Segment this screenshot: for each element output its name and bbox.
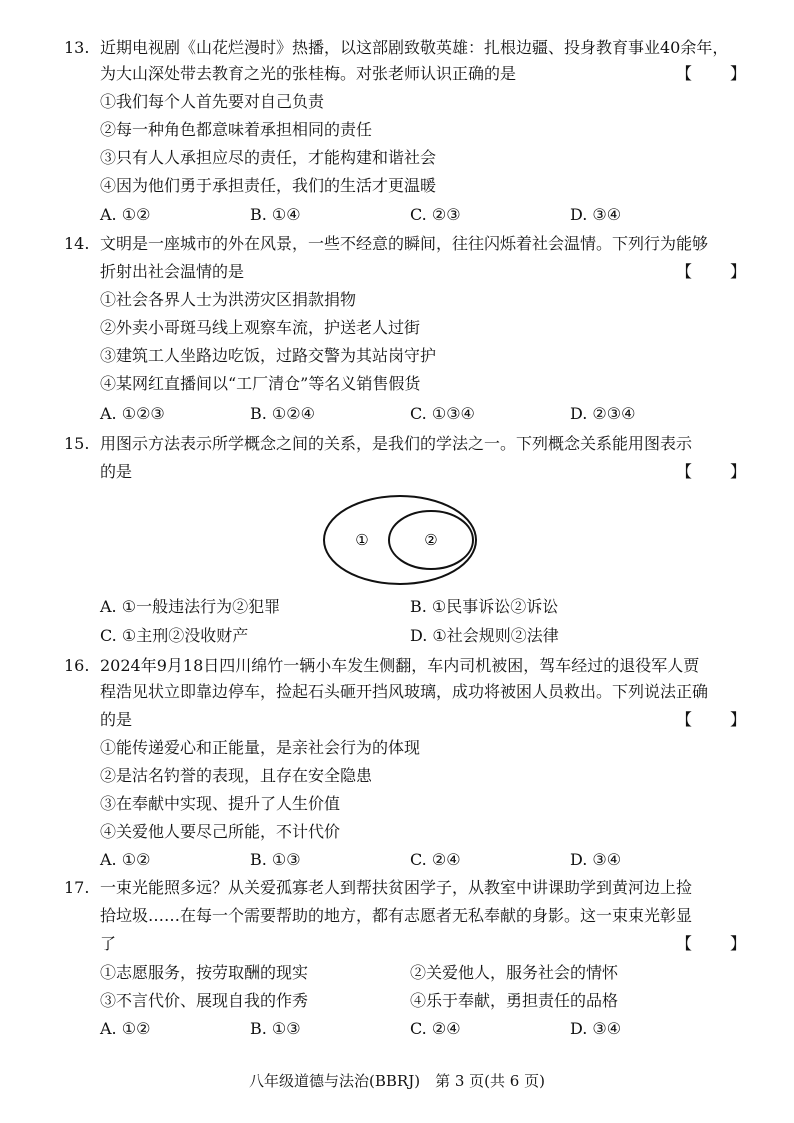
choice-c: C. ①③④ <box>410 404 475 423</box>
answer-bracket: 【 】 <box>676 262 749 281</box>
choice-a: A. ①一般违法行为②犯罪 <box>100 597 281 616</box>
outer-ellipse <box>324 496 476 584</box>
choice-a: A. ①② <box>100 850 151 869</box>
answer-bracket: 【 】 <box>676 462 749 481</box>
outer-label: ① <box>355 531 369 549</box>
choice-a: A. ①②③ <box>100 404 165 423</box>
choice-b: B. ①④ <box>250 205 301 224</box>
choice-d: D. ③④ <box>570 850 622 869</box>
statement: ①能传递爱心和正能量，是亲社会行为的体现 <box>100 738 421 757</box>
choice-c: C. ②④ <box>410 850 461 869</box>
question-stem-line: 了 <box>100 934 117 953</box>
statement: ④某网红直播间以“工厂清仓”等名义销售假货 <box>100 374 421 393</box>
question-stem-line: 近期电视剧《山花烂漫时》热播，以这部剧致敬英雄：扎根边疆、投身教育事业40余年， <box>100 38 729 57</box>
statement: ④因为他们勇于承担责任，我们的生活才更温暖 <box>100 176 437 195</box>
choice-b: B. ①民事诉讼②诉讼 <box>410 597 559 616</box>
statement: ②关爱他人，服务社会的情怀 <box>410 963 619 982</box>
inner-label: ② <box>424 531 438 549</box>
answer-bracket: 【 】 <box>676 934 749 953</box>
statement: ②每一种角色都意味着承担相同的责任 <box>100 120 373 139</box>
statement: ②是沽名钓誉的表现，且存在安全隐患 <box>100 766 373 785</box>
choice-d: D. ①社会规则②法律 <box>410 626 559 645</box>
question-stem-line: 为大山深处带去教育之光的张桂梅。对张老师认识正确的是 <box>100 64 517 83</box>
choice-c: C. ②③ <box>410 205 461 224</box>
choice-d: D. ③④ <box>570 205 622 224</box>
choice-b: B. ①③ <box>250 1019 301 1038</box>
question-number: 15. <box>64 434 90 453</box>
choice-d: D. ③④ <box>570 1019 622 1038</box>
choice-c: C. ②④ <box>410 1019 461 1038</box>
question-number: 14. <box>64 234 90 253</box>
question-stem-line: 文明是一座城市的外在风景，一些不经意的瞬间，往往闪烁着社会温情。下列行为能够 <box>100 234 709 253</box>
question-stem-line: 的是 <box>100 462 133 481</box>
answer-bracket: 【 】 <box>676 710 749 729</box>
choice-c: C. ①主刑②没收财产 <box>100 626 249 645</box>
page-footer: 八年级道德与法治(BBRJ) 第 3 页(共 6 页) <box>249 1072 545 1090</box>
statement: ③建筑工人坐路边吃饭，过路交警为其站岗守护 <box>100 346 437 365</box>
question-stem-line: 用图示方法表示所学概念之间的关系，是我们的学法之一。下列概念关系能用图表示 <box>100 434 693 453</box>
question-number: 17. <box>64 878 90 897</box>
statement: ③在奉献中实现、提升了人生价值 <box>100 794 341 813</box>
concept-relation-diagram <box>320 492 480 588</box>
statement: ①志愿服务，按劳取酬的现实 <box>100 963 309 982</box>
question-number: 16. <box>64 656 90 675</box>
statement: ①我们每个人首先要对自己负责 <box>100 92 325 111</box>
choice-b: B. ①③ <box>250 850 301 869</box>
question-stem-line: 拾垃圾……在每一个需要帮助的地方，都有志愿者无私奉献的身影。这一束束光彰显 <box>100 906 693 925</box>
choice-b: B. ①②④ <box>250 404 315 423</box>
choice-d: D. ②③④ <box>570 404 636 423</box>
question-stem-line: 一束光能照多远？从关爱孤寡老人到帮扶贫困学子，从教室中讲课助学到黄河边上捡 <box>100 878 693 897</box>
statement: ①社会各界人士为洪涝灾区捐款捐物 <box>100 290 357 309</box>
choice-a: A. ①② <box>100 1019 151 1038</box>
statement: ④乐于奉献，勇担责任的品格 <box>410 991 619 1010</box>
statement: ②外卖小哥斑马线上观察车流，护送老人过街 <box>100 318 421 337</box>
question-stem-line: 程浩见状立即靠边停车，捡起石头砸开挡风玻璃，成功将被困人员救出。下列说法正确 <box>100 682 709 701</box>
statement: ④关爱他人要尽己所能，不计代价 <box>100 822 341 841</box>
question-stem-line: 的是 <box>100 710 133 729</box>
choice-a: A. ①② <box>100 205 151 224</box>
question-stem-line: 2024年9月18日四川绵竹一辆小车发生侧翻，车内司机被困，驾车经过的退役军人贾 <box>100 656 700 675</box>
answer-bracket: 【 】 <box>676 64 749 83</box>
question-number: 13. <box>64 38 90 57</box>
question-stem-line: 折射出社会温情的是 <box>100 262 245 281</box>
statement: ③不言代价、展现自我的作秀 <box>100 991 309 1010</box>
statement: ③只有人人承担应尽的责任，才能构建和谐社会 <box>100 148 437 167</box>
